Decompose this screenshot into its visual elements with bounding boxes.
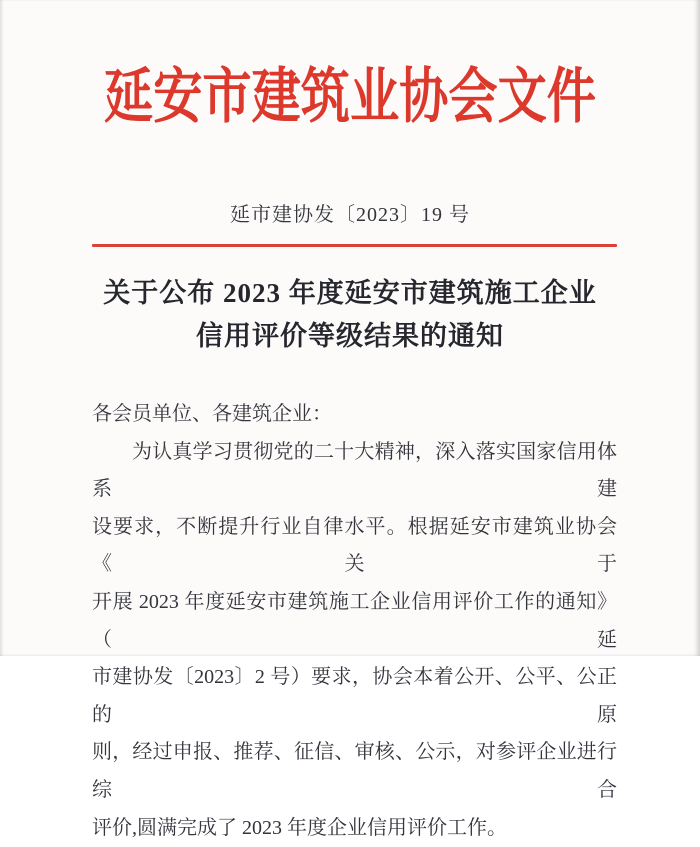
body-line: 市建协发〔2023〕2 号）要求，协会本着公开、公平、公正的原: [92, 666, 617, 726]
document-title: [0, 272, 700, 358]
body-line: 设要求，不断提升行业自律水平。根据延安市建筑业协会《关于: [92, 515, 617, 576]
document-reference-number: 延市建协发〔2023〕19 号: [230, 204, 470, 226]
body-line: 为认真学习贯彻党的二十大精神，深入落实国家信用体系建: [92, 440, 617, 501]
body-line: 则，经过申报、推荐、征信、审核、公示，对参评企业进行综合: [92, 741, 617, 801]
body-line: 评价,圆满完成了 2023 年度企业信用评价工作。: [92, 816, 507, 839]
salutation: 各会员单位、各建筑企业：: [92, 403, 332, 425]
red-separator-line: [92, 244, 617, 247]
document-header-title: [0, 60, 700, 134]
document-body: [92, 396, 617, 847]
document-title-line1: 关于公布 2023 年度延安市建筑施工企业: [103, 278, 597, 308]
document-header-title-text: 延安市建筑业协会文件: [104, 64, 596, 130]
document-title-line2: 信用评价等级结果的通知: [196, 321, 504, 351]
body-line: 开展 2023 年度延安市建筑施工企业信用评价工作的通知》（延: [92, 590, 617, 651]
